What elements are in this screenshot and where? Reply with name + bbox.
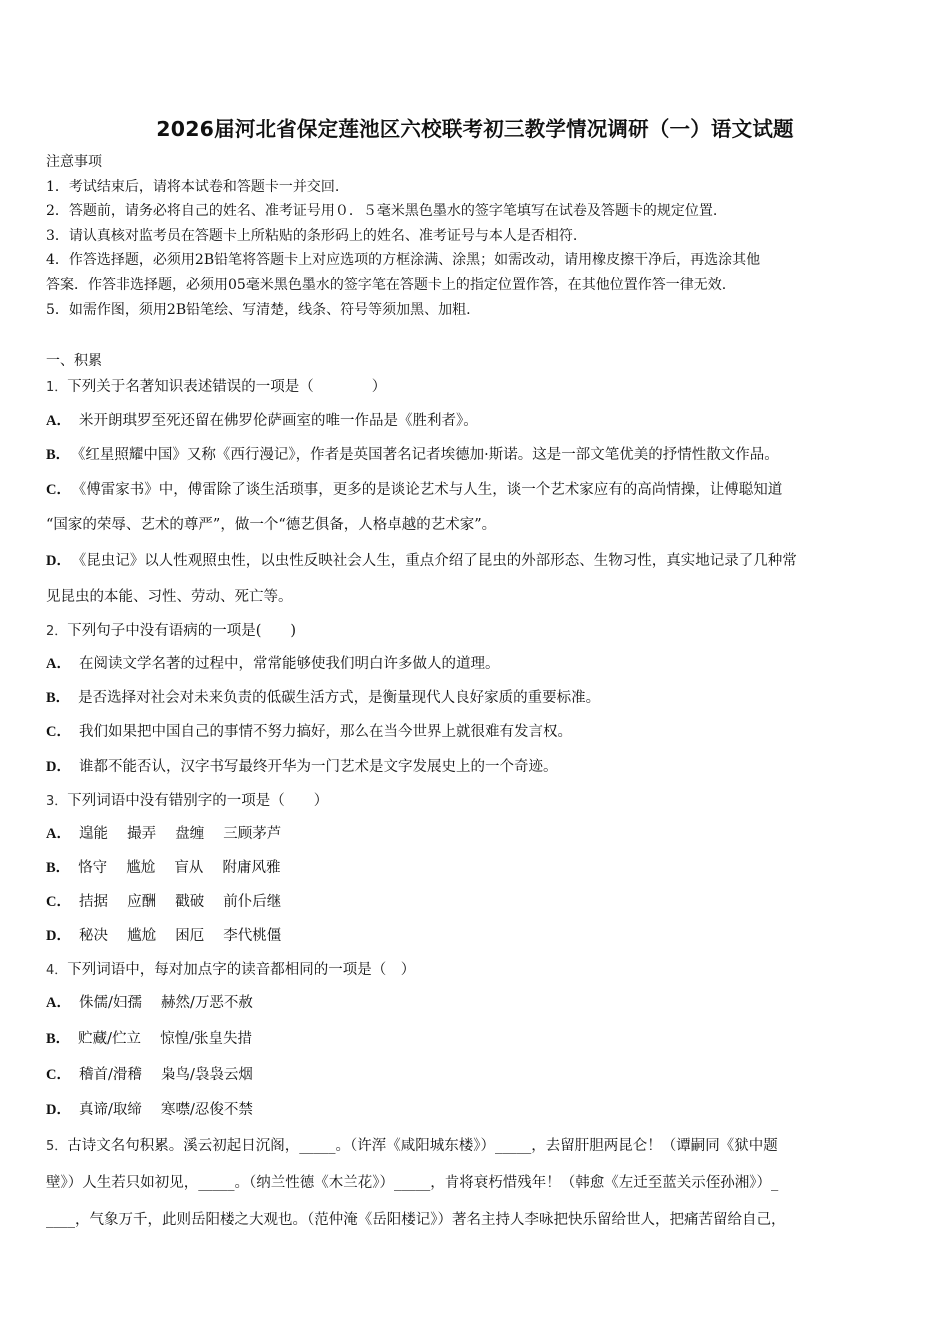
option-letter: C． xyxy=(46,1067,71,1083)
option-letter: A． xyxy=(46,995,71,1011)
option-letter: B． xyxy=(46,860,71,876)
option-letter: B． xyxy=(46,690,71,706)
option-letter: C． xyxy=(46,724,71,740)
option-letter: A． xyxy=(46,826,71,842)
option-letter: D． xyxy=(46,553,71,569)
answer-option xyxy=(46,822,281,843)
answer-option xyxy=(46,443,779,464)
notice-block xyxy=(46,150,906,322)
option-letter: D． xyxy=(46,759,71,775)
option-text: 拮据 应酬 戳破 前仆后继 xyxy=(78,894,282,910)
answer-option xyxy=(46,1063,253,1084)
notice-item: 1．考试结束后，请将本试卷和答题卡一并交回. xyxy=(46,178,340,195)
option-letter: C． xyxy=(46,482,71,498)
answer-option xyxy=(46,991,253,1012)
option-letter: A． xyxy=(46,656,71,672)
notice-item: 3．请认真核对监考员在答题卡上所粘贴的条形码上的姓名、准考证号与本人是否相符. xyxy=(46,227,578,244)
question-number: 2． xyxy=(46,624,68,639)
option-text: 真谛/取缔 寒噤/忍俊不禁 xyxy=(78,1102,253,1118)
option-letter: D． xyxy=(46,1102,71,1118)
option-letter: B． xyxy=(46,447,71,463)
option-text: 贮藏/伫立 惊惶/张皇失措 xyxy=(78,1031,253,1047)
question-stem xyxy=(46,619,296,640)
answer-option xyxy=(46,720,572,741)
notice-item: 4．作答选择题，必须用2B铅笔将答题卡上对应选项的方框涂满、涂黑；如需改动，请用橡皮擦干净后，再选涂其他 xyxy=(46,252,761,269)
question-number: 3． xyxy=(46,794,68,809)
answer-option xyxy=(46,686,600,707)
section-heading: 一、积累 xyxy=(46,353,102,369)
option-text: 侏儒/妇孺 赫然/万恶不赦 xyxy=(78,995,253,1011)
question-stem xyxy=(46,958,415,979)
notice-heading: 注意事项 xyxy=(46,154,102,170)
option-text: 是否选择对社会对未来负责的低碳生活方式，是衡量现代人良好家质的重要标准。 xyxy=(78,690,601,706)
option-text: 谁都不能否认，汉字书写最终开华为一门艺术是文字发展史上的一个奇迹。 xyxy=(78,759,558,775)
option-text: 《昆虫记》以人性观照虫性，以虫性反映社会人生，重点介绍了昆虫的外部形态、生物习性，真实地记录了几种常 xyxy=(78,553,797,569)
option-text: 在阅读文学名著的过程中，常常能够使我们明白许多做人的道理。 xyxy=(78,656,500,672)
answer-option xyxy=(46,856,281,877)
option-letter: C． xyxy=(46,894,71,910)
option-text: 我们如果把中国自己的事情不努力搞好，那么在当今世界上就很难有发言权。 xyxy=(78,724,572,740)
question-text: 下列关于名著知识表述错误的一项是（ ） xyxy=(67,379,387,395)
option-continuation: “国家的荣辱、艺术的尊严”，做一个“德艺俱备，人格卓越的艺术家”。 xyxy=(46,517,497,533)
question-number: 1． xyxy=(46,380,68,395)
answer-option xyxy=(46,652,499,673)
option-text: 恪守 尴尬 盲从 附庸风雅 xyxy=(78,860,281,876)
option-text: 稽首/滑稽 枭鸟/袅袅云烟 xyxy=(78,1067,253,1083)
notice-item: 5．如需作图，须用2B铅笔绘、写清楚，线条、符号等须加黑、加粗. xyxy=(46,301,471,318)
answer-option xyxy=(46,478,782,499)
option-letter: A． xyxy=(46,413,71,429)
notice-item: 答案．作答非选择题，必须用05毫米黑色墨水的签字笔在答题卡上的指定位置作答，在其他位置作答一律无效. xyxy=(46,276,727,293)
option-text: 《红星照耀中国》又称《西行漫记》，作者是英国著名记者埃德加·斯诺。这是一部文笔优美的抒情性散文作品。 xyxy=(78,447,779,463)
answer-option xyxy=(46,890,281,911)
answer-option xyxy=(46,755,557,776)
question-text: 下列句子中没有语病的一项是( ) xyxy=(67,623,297,639)
page-title: 2026届河北省保定莲池区六校联考初三教学情况调研（一）语文试题 xyxy=(156,117,794,141)
question-text: 下列词语中没有错别字的一项是（ ） xyxy=(67,793,329,809)
question-stem xyxy=(46,1134,778,1155)
question-stem xyxy=(46,789,328,810)
option-letter: B． xyxy=(46,1031,71,1047)
option-letter: D． xyxy=(46,928,71,944)
question-text-line: ____，气象万千，此则岳阳楼之大观也。（范仲淹《岳阳楼记》）著名主持人李咏把快乐留给世人，把痛苦留给自己， xyxy=(46,1212,786,1228)
question-text: 下列词语中，每对加点字的读音都相同的一项是（ ） xyxy=(67,962,416,978)
option-text: 米开朗琪罗至死还留在佛罗伦萨画室的唯一作品是《胜利者》。 xyxy=(78,413,478,429)
question-number: 5． xyxy=(46,1139,68,1154)
question-text: 古诗文名句积累。溪云初起日沉阁，_____。（许浑《咸阳城东楼》）_____，去留肝胆两昆仑！（谭嗣同《狱中题 xyxy=(67,1138,778,1154)
answer-option xyxy=(46,1098,253,1119)
answer-option xyxy=(46,409,478,430)
question-number: 4． xyxy=(46,963,68,978)
answer-option xyxy=(46,549,797,570)
question-stem xyxy=(46,375,386,396)
option-continuation: 见昆虫的本能、习性、劳动、死亡等。 xyxy=(46,589,293,605)
notice-item: 2．答题前，请务必将自己的姓名、准考证号用０．５毫米黑色墨水的签字笔填写在试卷及答题卡的规定位置. xyxy=(46,203,718,220)
option-text: 《傅雷家书》中，傅雷除了谈生活琐事，更多的是谈论艺术与人生，谈一个艺术家应有的高尚情操，让傅聪知道 xyxy=(78,482,783,498)
option-text: 秘决 尴尬 困厄 李代桃僵 xyxy=(78,928,282,944)
option-text: 遑能 撮弄 盘缠 三顾茅芦 xyxy=(78,826,282,842)
answer-option xyxy=(46,1027,252,1048)
question-text-line: 壁》）人生若只如初见，_____。（纳兰性德《木兰花》）_____，肯将衰朽惜残年！（韩愈《左迁至蓝关示侄孙湘》）_ xyxy=(46,1175,779,1191)
answer-option xyxy=(46,924,281,945)
